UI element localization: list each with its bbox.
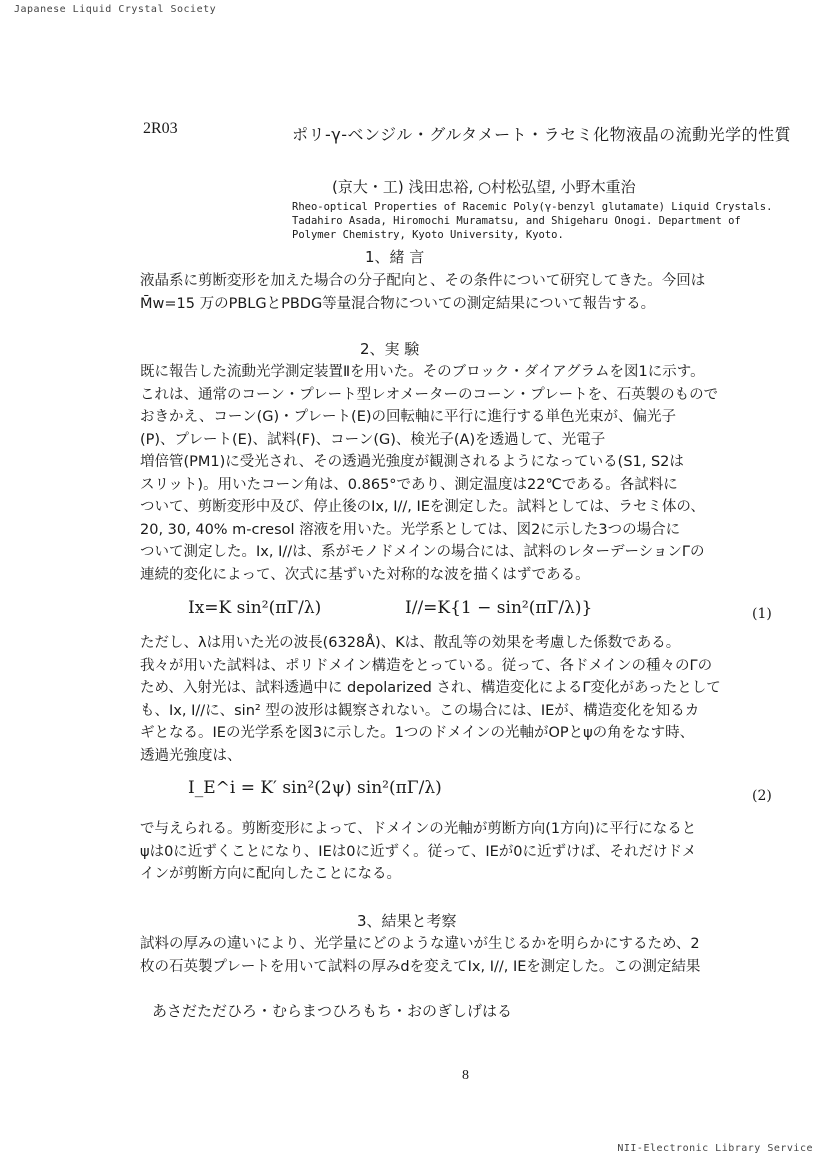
paper-title: ポリ-γ-ベンジル・グルタメート・ラセミ化物液晶の流動光学的性質 bbox=[292, 125, 792, 144]
equation-2: I_E^i = K′ sin²(2ψ) sin²(πΓ/λ) bbox=[188, 778, 442, 798]
equation-1-number: (1) bbox=[752, 606, 772, 622]
author-name-reading: あさだただひろ・むらまつひろもち・おのぎしげはる bbox=[152, 1002, 513, 1020]
text-line: も、Ix, I//に、sin² 型の波形は観察されない。この場合には、IEが、構造変化を知るカ bbox=[140, 702, 700, 719]
text-line: M̄w=15 万のPBLGとPBDG等量混合物についての測定結果について報告する。 bbox=[140, 295, 656, 312]
text-line: インが剪断方向に配向したことになる。 bbox=[140, 866, 401, 882]
equation-1-right: I//=K{1 − sin²(πΓ/λ)} bbox=[405, 598, 593, 618]
equation-1-left: Ix=K sin²(πΓ/λ) bbox=[188, 598, 322, 618]
page-number: 8 bbox=[462, 1068, 469, 1083]
equation-2-number: (2) bbox=[752, 788, 772, 804]
english-abstract-header bbox=[292, 200, 817, 242]
english-authors-line: Tadahiro Asada, Hiromochi Muramatsu, and Shigeharu Onogi. Department of bbox=[292, 215, 741, 227]
english-title-line: Rheo-optical Properties of Racemic Poly(γ-benzyl glutamate) Liquid Crystals. bbox=[292, 201, 773, 213]
results-paragraph bbox=[140, 933, 805, 978]
text-line: 枚の石英製プレートを用いて試料の厚みdを変えてIx, I//, IEを測定した。この測定結果 bbox=[140, 958, 701, 975]
text-line: 増倍管(PM1)に受光され、その透過光強度が観測されるようになっている(S1, S2は bbox=[140, 454, 684, 470]
text-line: ついて、剪断変形中及び、停止後のIx, I//, IEを測定した。試料としては、ラセミ体の、 bbox=[140, 499, 705, 515]
experiment-paragraph bbox=[140, 361, 805, 586]
text-line: ギとなる。IEの光学系を図3に示した。1つのドメインの光軸がOPとψの角をなす時、 bbox=[140, 725, 695, 741]
text-line: スリット)。用いたコーン角は、0.865°であり、測定温度は22℃である。各試料に bbox=[140, 476, 678, 493]
section-heading-intro: 1、緒 言 bbox=[365, 248, 425, 266]
text-line: 透過光強度は、 bbox=[140, 747, 242, 764]
authors: (京大・工) 浅田忠裕, ○村松弘望, 小野木重治 bbox=[332, 178, 636, 196]
text-line: おきかえ、コーン(G)・プレート(E)の回転軸に平行に進行する単色光束が、偏光子 bbox=[140, 409, 677, 425]
text-line: で与えられる。剪断変形によって、ドメインの光軸が剪断方向(1方向)に平行になると bbox=[140, 821, 697, 837]
text-line: ただし、λは用いた光の波長(6328Å)、Kは、散乱等の効果を考慮した係数である。 bbox=[140, 635, 681, 651]
paper-code: 2R03 bbox=[143, 120, 178, 137]
text-line: ψは0に近ずくことになり、IEは0に近ずく。従って、IEが0に近ずけば、それだけドメ bbox=[140, 843, 697, 860]
english-affiliation-line: Polymer Chemistry, Kyoto University, Kyoto. bbox=[292, 229, 564, 241]
page-header: Japanese Liquid Crystal Society bbox=[14, 4, 217, 15]
text-line: ついて測定した。Ix, I//は、系がモノドメインの場合には、試料のレターデーションΓの bbox=[140, 544, 705, 560]
text-line: (P)、プレート(E)、試料(F)、コーン(G)、検光子(A)を透過して、光電子 bbox=[140, 431, 606, 448]
text-line: 20, 30, 40% m-cresol 溶液を用いた。光学系としては、図2に示した3つの場合に bbox=[140, 521, 681, 538]
text-line: 液晶系に剪断変形を加えた場合の分子配向と、その条件について研究してきた。今回は bbox=[140, 273, 706, 289]
text-line: 連続的変化によって、次式に基ずいた対称的な波を描くはずである。 bbox=[140, 566, 590, 583]
text-line: 既に報告した流動光学測定装置Ⅱを用いた。そのブロック・ダイアグラムを図1に示す。 bbox=[140, 364, 705, 380]
text-line: これは、通常のコーン・プレート型レオメーターのコーン・プレートを、石英製のもので bbox=[140, 386, 719, 403]
section-heading-results: 3、結果と考察 bbox=[357, 912, 457, 930]
text-line: ため、入射光は、試料透過中に depolarized され、構造変化によるΓ変化があったとして bbox=[140, 680, 721, 696]
page-footer: NII-Electronic Library Service bbox=[617, 1143, 813, 1154]
equation-2-explanation bbox=[140, 818, 805, 886]
text-line: 試料の厚みの違いにより、光学量にどのような違いが生じるかを明らかにするため、2 bbox=[140, 936, 700, 952]
discussion-paragraph bbox=[140, 632, 805, 767]
section-heading-experiment: 2、実 験 bbox=[360, 340, 420, 358]
intro-paragraph bbox=[140, 270, 805, 315]
text-line: 我々が用いた試料は、ポリドメイン構造をとっている。従って、各ドメインの種々のΓの bbox=[140, 657, 713, 674]
